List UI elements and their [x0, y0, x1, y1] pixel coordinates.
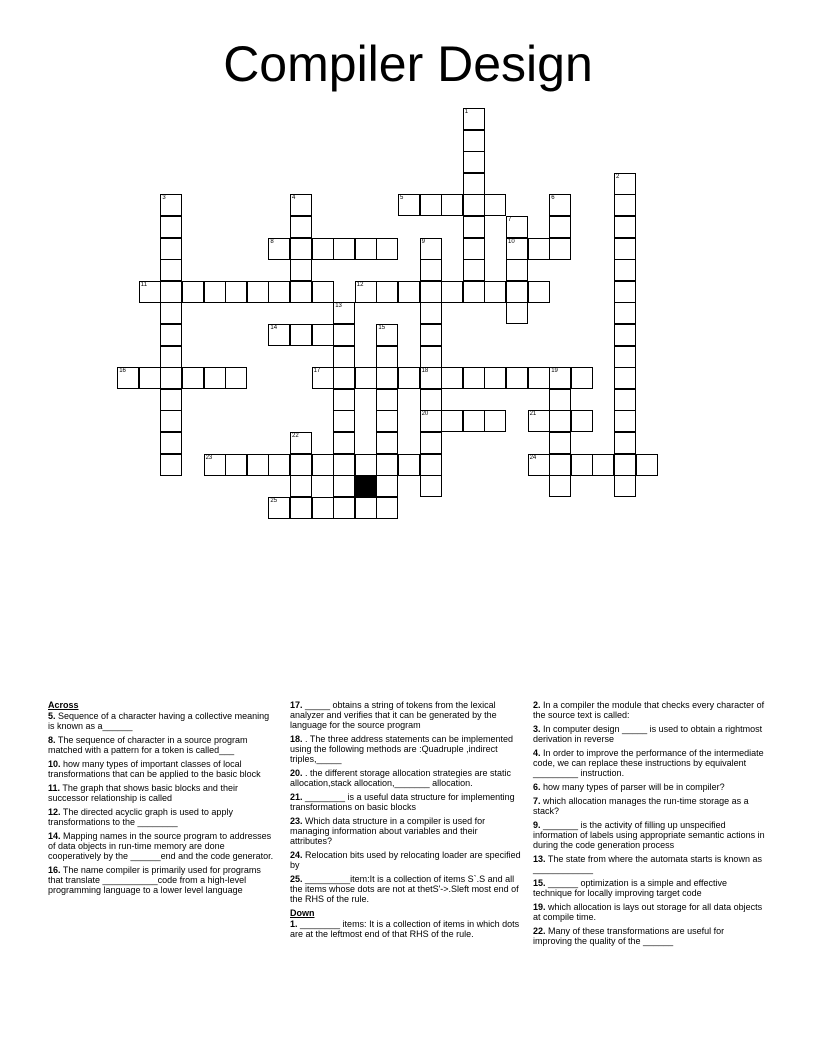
grid-cell[interactable] — [549, 389, 571, 411]
grid-cell[interactable] — [463, 151, 485, 173]
clue — [533, 796, 765, 816]
grid-cell[interactable] — [376, 475, 398, 497]
grid-cell[interactable] — [355, 497, 377, 519]
grid-cell[interactable] — [528, 410, 550, 432]
grid-cell[interactable] — [225, 281, 247, 303]
grid-cell[interactable] — [290, 454, 312, 476]
clue-text: _____ obtains a string of tokens from the lexical analyzer and verifies that it can be generated by the language for the source program — [290, 700, 497, 730]
clue-text: how many types of important classes of local transformations that can be applied to the basic block — [48, 759, 261, 779]
page-title: Compiler Design — [223, 36, 593, 92]
grid-cell[interactable] — [290, 497, 312, 519]
grid-cell[interactable] — [463, 410, 485, 432]
grid-cell[interactable] — [463, 108, 485, 130]
clue-number: 8. — [48, 735, 56, 745]
grid-cell[interactable] — [549, 475, 571, 497]
clue — [290, 874, 522, 904]
clue-text: The name compiler is primarily used for programs that translate ___________code from a high-level programming language to a lower level language — [48, 865, 261, 895]
clue-number: 24. — [290, 850, 303, 860]
grid-cell[interactable] — [376, 389, 398, 411]
clue-text: Relocation bits used by relocating loader are specified by — [290, 850, 521, 870]
grid-cell[interactable] — [614, 475, 636, 497]
cell-number: 14 — [270, 325, 278, 331]
grid-cell[interactable] — [463, 130, 485, 152]
grid-cell[interactable] — [614, 302, 636, 324]
grid-cell[interactable] — [463, 173, 485, 195]
grid-cell[interactable] — [204, 281, 226, 303]
grid-cell[interactable] — [160, 259, 182, 281]
grid-cell[interactable] — [592, 454, 614, 476]
grid-cell[interactable] — [225, 454, 247, 476]
cell-number: 22 — [292, 433, 299, 439]
grid-cell[interactable] — [182, 281, 204, 303]
grid-cell[interactable] — [614, 346, 636, 368]
grid-cell[interactable] — [376, 324, 398, 346]
across-header: Across — [48, 700, 79, 710]
grid-cell[interactable] — [182, 367, 204, 389]
grid-cell[interactable] — [549, 454, 571, 476]
grid-cell[interactable] — [376, 367, 398, 389]
grid-cell[interactable] — [420, 281, 442, 303]
grid-cell[interactable] — [614, 389, 636, 411]
grid-block — [355, 475, 377, 497]
cell-number: 25 — [270, 497, 278, 504]
grid-cell[interactable] — [571, 367, 593, 389]
clue-number: 1. — [290, 919, 298, 929]
clue — [533, 724, 765, 744]
grid-cell[interactable] — [528, 454, 550, 476]
cell-number: 8 — [270, 238, 274, 245]
clue-number: 16. — [48, 865, 61, 875]
grid-cell[interactable] — [355, 281, 377, 303]
cell-number: 11 — [140, 281, 148, 288]
clues-column-1 — [48, 700, 278, 899]
grid-cell[interactable] — [484, 194, 506, 216]
clue-number: 3. — [533, 724, 541, 734]
grid-cell[interactable] — [420, 324, 442, 346]
cell-number: 20 — [421, 411, 429, 418]
grid-cell[interactable] — [160, 454, 182, 476]
grid-cell[interactable] — [376, 454, 398, 476]
clue-number: 15. — [533, 878, 546, 888]
clue — [290, 792, 522, 812]
grid-cell[interactable] — [160, 324, 182, 346]
grid-cell[interactable] — [290, 281, 312, 303]
grid-cell[interactable] — [312, 497, 334, 519]
grid-cell[interactable] — [484, 410, 506, 432]
grid-cell[interactable] — [420, 475, 442, 497]
grid-cell[interactable] — [636, 454, 658, 476]
grid-cell[interactable] — [484, 367, 506, 389]
clue-text: In order to improve the performance of the intermediate code, we can replace these instructions by equivalent _________ instruction. — [533, 748, 764, 778]
grid-cell[interactable] — [376, 281, 398, 303]
cell-number: 19 — [551, 368, 558, 375]
clue-number: 17. — [290, 700, 303, 710]
grid-cell[interactable] — [614, 410, 636, 432]
grid-cell[interactable] — [441, 367, 463, 389]
clue — [48, 807, 278, 827]
grid-cell[interactable] — [549, 194, 571, 216]
grid-cell[interactable] — [290, 238, 312, 260]
clue-number: 7. — [533, 796, 541, 806]
clue-text: The state from where the automata starts is known as ____________ — [533, 854, 762, 874]
cell-number: 5 — [400, 195, 404, 202]
grid-cell[interactable] — [204, 367, 226, 389]
clue — [533, 820, 765, 850]
clue-number: 22. — [533, 926, 546, 936]
clue-number: 6. — [533, 782, 541, 792]
cell-number: 6 — [551, 195, 555, 202]
grid-cell[interactable] — [312, 281, 334, 303]
grid-cell[interactable] — [549, 432, 571, 454]
clue — [290, 768, 522, 788]
clues-column-3 — [533, 700, 765, 950]
grid-cell[interactable] — [225, 367, 247, 389]
grid-cell[interactable] — [312, 324, 334, 346]
cell-number: 23 — [205, 454, 213, 461]
clue-number: 9. — [533, 820, 541, 830]
grid-cell[interactable] — [506, 281, 528, 303]
grid-cell[interactable] — [139, 367, 161, 389]
clue-text: Sequence of a character having a collective meaning is known as a______ — [48, 711, 270, 731]
grid-cell[interactable] — [160, 302, 182, 324]
grid-cell[interactable] — [160, 346, 182, 368]
grid-cell[interactable] — [333, 367, 355, 389]
clue — [290, 700, 522, 730]
down-header: Down — [290, 908, 315, 918]
clue — [290, 816, 522, 846]
clue-text: The directed acyclic graph is used to apply transformations to the ________ — [48, 807, 233, 827]
grid-cell[interactable] — [160, 410, 182, 432]
clue-text: which allocation is lays out storage for all data objects at compile time. — [533, 902, 763, 922]
cell-number: 13 — [335, 303, 342, 310]
grid-cell[interactable] — [549, 238, 571, 260]
clue-number: 10. — [48, 759, 61, 769]
grid-cell[interactable] — [333, 324, 355, 346]
clue-number: 14. — [48, 831, 61, 841]
clue — [290, 850, 522, 870]
grid-cell[interactable] — [463, 281, 485, 303]
grid-cell[interactable] — [160, 281, 182, 303]
cell-number: 12 — [356, 281, 364, 288]
cell-number: 18 — [421, 368, 429, 375]
grid-cell[interactable] — [355, 367, 377, 389]
grid-cell[interactable] — [160, 194, 182, 216]
grid-cell[interactable] — [268, 497, 290, 519]
grid-cell[interactable] — [268, 324, 290, 346]
grid-cell[interactable] — [463, 194, 485, 216]
clue-text: ________ items: It is a collection of items in which dots are at the leftmost end of that RHS of the rule. — [290, 919, 520, 939]
grid-cell[interactable] — [614, 432, 636, 454]
grid-cell[interactable] — [333, 238, 355, 260]
grid-cell[interactable] — [355, 454, 377, 476]
clue — [533, 700, 765, 720]
clue-text: In computer design _____ is used to obtain a rightmost derivation in reverse — [533, 724, 763, 744]
grid-cell[interactable] — [549, 216, 571, 238]
cell-number: 9 — [421, 238, 425, 245]
clue-text: . the different storage allocation strategies are static allocation,stack allocation,_______ allocation. — [290, 768, 511, 788]
grid-cell[interactable] — [312, 454, 334, 476]
clue-text: how many types of parser will be in compiler? — [540, 782, 725, 792]
grid-cell[interactable] — [614, 238, 636, 260]
clue — [290, 734, 522, 764]
grid-cell[interactable] — [160, 216, 182, 238]
clue-text: In a compiler the module that checks every character of the source text is called: — [533, 700, 765, 720]
grid-cell[interactable] — [614, 367, 636, 389]
clue-number: 19. — [533, 902, 546, 912]
grid-cell[interactable] — [528, 367, 550, 389]
grid-cell[interactable] — [571, 454, 593, 476]
grid-cell[interactable] — [160, 367, 182, 389]
grid-cell[interactable] — [333, 432, 355, 454]
grid-cell[interactable] — [420, 454, 442, 476]
clue — [533, 782, 765, 792]
clue-number: 5. — [48, 711, 56, 721]
grid-cell[interactable] — [549, 410, 571, 432]
grid-cell[interactable] — [614, 454, 636, 476]
grid-cell[interactable] — [420, 302, 442, 324]
grid-cell[interactable] — [333, 410, 355, 432]
grid-cell[interactable] — [268, 454, 290, 476]
clue — [533, 748, 765, 778]
grid-cell[interactable] — [247, 454, 269, 476]
cell-number: 10 — [508, 238, 515, 245]
cell-number: 21 — [529, 411, 537, 418]
grid-cell[interactable] — [290, 324, 312, 346]
grid-cell[interactable] — [333, 302, 355, 324]
clue — [533, 926, 765, 946]
clue — [48, 865, 278, 895]
grid-cell[interactable] — [139, 281, 161, 303]
clue-number: 2. — [533, 700, 541, 710]
grid-cell[interactable] — [614, 194, 636, 216]
grid-cell[interactable] — [398, 281, 420, 303]
grid-cell[interactable] — [420, 432, 442, 454]
clue-number: 18. — [290, 734, 303, 744]
grid-cell[interactable] — [614, 173, 636, 195]
grid-cell[interactable] — [506, 238, 528, 260]
grid-cell[interactable] — [333, 454, 355, 476]
clue — [290, 919, 522, 939]
grid-cell[interactable] — [355, 238, 377, 260]
cell-number: 16 — [119, 368, 126, 375]
clue — [48, 759, 278, 779]
clue-text: The sequence of character in a source program matched with a pattern for a token is called___ — [48, 735, 248, 755]
clue-number: 12. — [48, 807, 61, 817]
cell-number: 24 — [529, 454, 537, 461]
cell-number: 7 — [508, 217, 512, 223]
clue-text: Which data structure in a compiler is used for managing information about variables and their attributes? — [290, 816, 486, 846]
grid-cell[interactable] — [398, 454, 420, 476]
cell-number: 15 — [378, 325, 386, 331]
grid-cell[interactable] — [376, 238, 398, 260]
clue-text: _______ is the activity of filling up unspecified information of labels using appropriate semantic actions in during the code generation process — [533, 820, 765, 850]
grid-cell[interactable] — [441, 410, 463, 432]
grid-cell[interactable] — [268, 238, 290, 260]
grid-cell[interactable] — [463, 259, 485, 281]
grid-cell[interactable] — [571, 410, 593, 432]
grid-cell[interactable] — [398, 194, 420, 216]
grid-cell[interactable] — [290, 194, 312, 216]
grid-cell[interactable] — [376, 346, 398, 368]
clue — [533, 878, 765, 898]
clue-number: 21. — [290, 792, 303, 802]
grid-cell[interactable] — [441, 281, 463, 303]
cell-number: 17 — [313, 368, 321, 375]
grid-cell[interactable] — [506, 216, 528, 238]
grid-cell[interactable] — [506, 367, 528, 389]
clue-text: Mapping names in the source program to addresses of data objects in run-time memory are done cooperatively by the ______end and the code generator. — [48, 831, 274, 861]
grid-cell[interactable] — [528, 238, 550, 260]
grid-cell[interactable] — [614, 216, 636, 238]
grid-cell[interactable] — [420, 238, 442, 260]
grid-cell[interactable] — [290, 432, 312, 454]
grid-cell[interactable] — [420, 389, 442, 411]
grid-cell[interactable] — [268, 281, 290, 303]
grid-cell[interactable] — [204, 454, 226, 476]
cell-number: 4 — [292, 195, 296, 202]
clue — [533, 902, 765, 922]
grid-cell[interactable] — [117, 367, 139, 389]
clue-number: 25. — [290, 874, 303, 884]
grid-cell[interactable] — [441, 194, 463, 216]
clue — [533, 854, 765, 874]
clue — [48, 783, 278, 803]
cell-number: 3 — [162, 195, 166, 202]
grid-cell[interactable] — [484, 281, 506, 303]
clue-text: which allocation manages the run-time storage as a stack? — [533, 796, 749, 816]
clue — [48, 735, 278, 755]
grid-cell[interactable] — [614, 324, 636, 346]
grid-cell[interactable] — [160, 238, 182, 260]
clue-number: 23. — [290, 816, 303, 826]
grid-cell[interactable] — [333, 389, 355, 411]
clue-number: 4. — [533, 748, 541, 758]
grid-cell[interactable] — [549, 367, 571, 389]
grid-cell[interactable] — [420, 346, 442, 368]
clue-text: The graph that shows basic blocks and their successor relationship is called — [48, 783, 238, 803]
grid-cell[interactable] — [290, 475, 312, 497]
clue-number: 13. — [533, 854, 546, 864]
clue-number: 20. — [290, 768, 303, 778]
grid-cell[interactable] — [420, 410, 442, 432]
grid-cell[interactable] — [506, 259, 528, 281]
clue-text: Many of these transformations are useful for improving the quality of the ______ — [533, 926, 725, 946]
grid-cell[interactable] — [160, 389, 182, 411]
clue-text: ________ is a useful data structure for implementing transformations on basic blocks — [290, 792, 515, 812]
grid-cell[interactable] — [376, 410, 398, 432]
grid-cell[interactable] — [528, 281, 550, 303]
grid-cell[interactable] — [376, 497, 398, 519]
grid-cell[interactable] — [290, 259, 312, 281]
grid-cell[interactable] — [333, 346, 355, 368]
grid-cell[interactable] — [398, 367, 420, 389]
grid-cell[interactable] — [614, 259, 636, 281]
grid-cell[interactable] — [312, 238, 334, 260]
grid-cell[interactable] — [420, 367, 442, 389]
clue-text: _________item:It is a collection of items S`.S and all the items whose dots are not at thetS'->.Sleft most end of the RHS of the rule. — [290, 874, 519, 904]
grid-cell[interactable] — [290, 216, 312, 238]
clue-text: . The three address statements can be implemented using the following methods are :Quadruple ,indirect triples,_____ — [290, 734, 513, 764]
grid-cell[interactable] — [614, 281, 636, 303]
clue-number: 11. — [48, 783, 61, 793]
grid-cell[interactable] — [333, 497, 355, 519]
grid-cell[interactable] — [376, 432, 398, 454]
cell-number: 2 — [616, 173, 620, 180]
grid-cell[interactable] — [333, 475, 355, 497]
grid-cell[interactable] — [420, 259, 442, 281]
clues-column-2 — [290, 700, 522, 943]
clue-text: ______ optimization is a simple and effective technique for locally improving target code — [533, 878, 727, 898]
grid-cell[interactable] — [247, 281, 269, 303]
grid-cell[interactable] — [463, 238, 485, 260]
grid-cell[interactable] — [463, 367, 485, 389]
clue — [48, 831, 278, 861]
grid-cell[interactable] — [420, 194, 442, 216]
clue — [48, 711, 278, 731]
cell-number: 1 — [464, 109, 469, 115]
grid-cell[interactable] — [506, 302, 528, 324]
grid-cell[interactable] — [160, 432, 182, 454]
grid-cell[interactable] — [312, 367, 334, 389]
grid-cell[interactable] — [463, 216, 485, 238]
